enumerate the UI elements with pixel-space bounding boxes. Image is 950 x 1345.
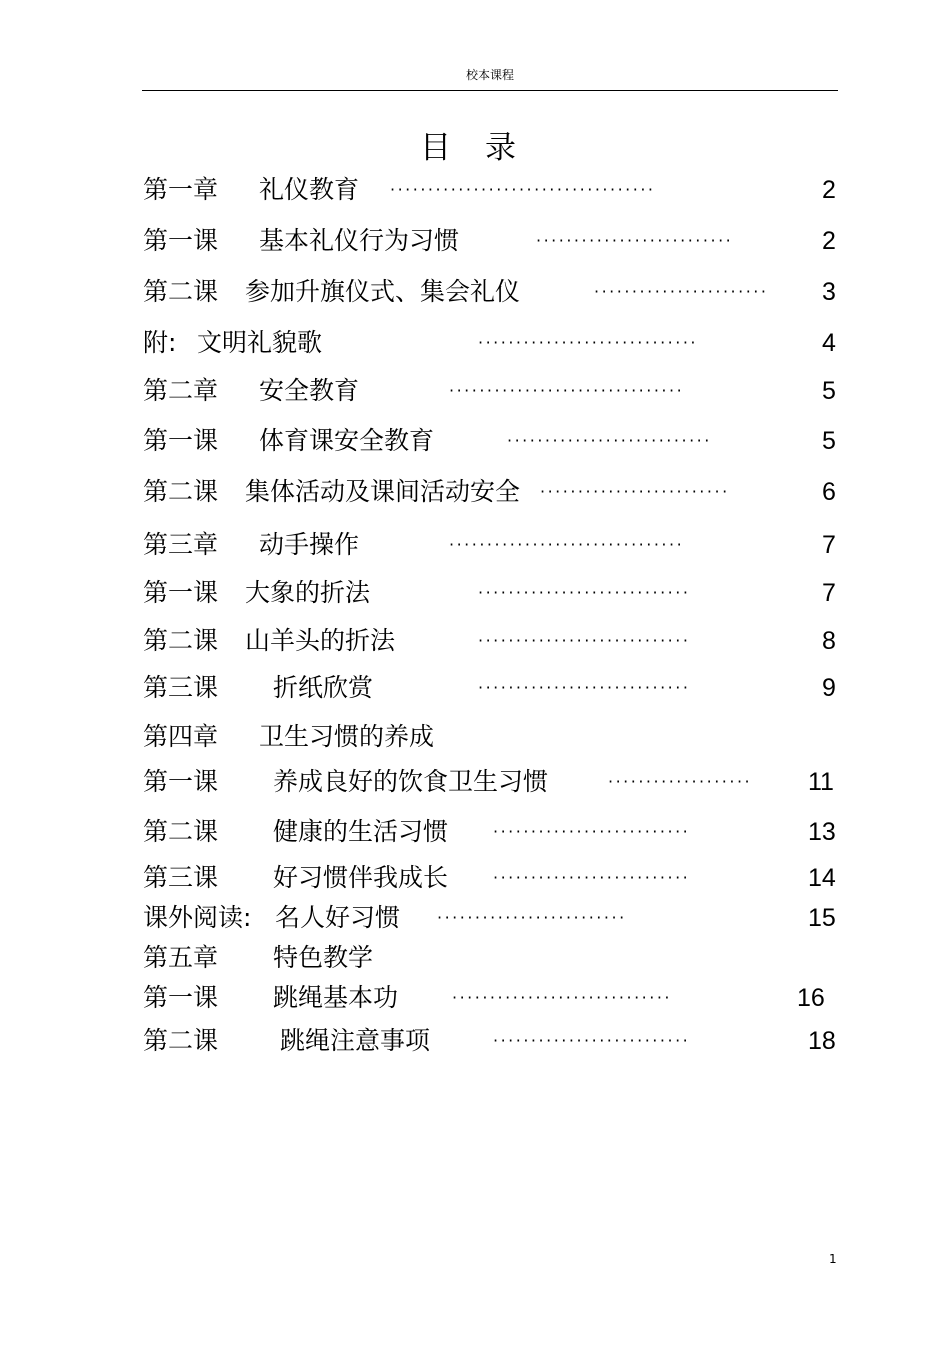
toc-entry-title: 大象的折法: [245, 578, 371, 607]
toc-entry-label: 第四章: [143, 722, 219, 751]
toc-entry-page: 5: [822, 377, 836, 405]
toc-entry[interactable]: [0, 814, 950, 850]
toc-entry[interactable]: [0, 223, 950, 259]
toc-entry-title: 参加升旗仪式、集会礼仪: [245, 277, 521, 306]
toc-entry[interactable]: [0, 980, 950, 1016]
toc-entry-page: 2: [822, 176, 836, 204]
toc-entry-label: 第一课: [143, 983, 219, 1012]
toc-entry-label: 第一课: [143, 578, 219, 607]
toc-entry-label: 第一章: [143, 175, 219, 204]
toc-entry[interactable]: [0, 719, 950, 755]
toc-entry-page: 18: [808, 1027, 836, 1055]
toc-leader-dots: ·······························: [449, 535, 685, 554]
toc-entry-label: 第三课: [143, 863, 219, 892]
toc-leader-dots: ···································: [390, 180, 656, 199]
toc-entry[interactable]: [0, 373, 950, 409]
toc-entry-title: 卫生习惯的养成: [259, 722, 435, 751]
toc-leader-dots: ··························: [493, 1031, 691, 1050]
toc-entry-page: 7: [822, 579, 836, 607]
toc-leader-dots: ··························: [536, 231, 734, 250]
toc-entry-label: 第二课: [143, 817, 219, 846]
toc-entry-title: 文明礼貌歌: [197, 328, 323, 357]
toc-entry[interactable]: [0, 940, 950, 976]
toc-entry-label: 第一课: [143, 226, 219, 255]
toc-leader-dots: ·······························: [449, 381, 685, 400]
toc-entry[interactable]: [0, 900, 950, 936]
toc-leader-dots: ·························: [437, 908, 627, 927]
toc-leader-dots: ·····························: [452, 988, 672, 1007]
toc-entry-title: 健康的生活习惯: [273, 817, 449, 846]
toc-entry[interactable]: [0, 575, 950, 611]
toc-entry[interactable]: [0, 623, 950, 659]
toc-entry[interactable]: [0, 172, 950, 208]
toc-entry-title: 基本礼仪行为习惯: [259, 226, 460, 255]
toc-leader-dots: ·······················: [594, 282, 769, 301]
toc-leader-dots: ···················: [608, 772, 753, 791]
toc-entry-page: 3: [822, 278, 836, 306]
toc-entry-title: 好习惯伴我成长: [273, 863, 449, 892]
toc-leader-dots: ····························: [478, 678, 691, 697]
toc-leader-dots: ····························: [478, 631, 691, 650]
toc-leader-dots: ·····························: [478, 333, 698, 352]
toc-entry-label: 第二课: [143, 277, 219, 306]
toc-entry[interactable]: [0, 670, 950, 706]
toc-entry-title: 动手操作: [259, 530, 360, 559]
toc-entry-label: 第三课: [143, 673, 219, 702]
toc-entry-label: 第一课: [143, 426, 219, 455]
toc-entry[interactable]: [0, 860, 950, 896]
header-rule: [142, 90, 838, 91]
toc-leader-dots: ··························: [493, 822, 691, 841]
toc-entry-label: 第三章: [143, 530, 219, 559]
toc-entry-label: 第五章: [143, 943, 219, 972]
toc-leader-dots: ··························: [493, 868, 691, 887]
toc-entry-label: 第二课: [143, 1026, 219, 1055]
toc-entry[interactable]: [0, 527, 950, 563]
toc-entry-label: 第二课: [143, 477, 219, 506]
toc-entry-page: 5: [822, 427, 836, 455]
toc-leader-dots: ···························: [507, 431, 712, 450]
toc-entry-page: 7: [822, 531, 836, 559]
toc-entry-title: 山羊头的折法: [245, 626, 396, 655]
toc-entry-page: 8: [822, 627, 836, 655]
toc-entry[interactable]: [0, 1023, 950, 1059]
toc-entry-label: 第二章: [143, 376, 219, 405]
toc-entry-title: 跳绳基本功: [273, 983, 399, 1012]
page-number: 1: [829, 1252, 837, 1266]
toc-entry-page: 16: [797, 984, 825, 1012]
toc-entry-page: 9: [822, 674, 836, 702]
toc-entry-label: 课外阅读:: [143, 903, 252, 932]
toc-entry-title: 集体活动及课间活动安全: [245, 477, 521, 506]
toc-entry[interactable]: [0, 274, 950, 310]
toc-entry-label: 第二课: [143, 626, 219, 655]
toc-entry-label: 附:: [143, 328, 177, 357]
toc-entry-title: 名人好习惯: [275, 903, 401, 932]
toc-entry-title: 特色教学: [273, 943, 374, 972]
toc-entry-page: 15: [808, 904, 836, 932]
toc-entry-title: 养成良好的饮食卫生习惯: [273, 767, 549, 796]
toc-entry[interactable]: [0, 764, 950, 800]
toc-title: 目录: [420, 130, 550, 166]
toc-entry-page: 13: [808, 818, 836, 846]
toc-entry-page: 6: [822, 478, 836, 506]
toc-entry-title: 跳绳注意事项: [280, 1026, 431, 1055]
toc-entry[interactable]: [0, 325, 950, 361]
running-header: 校本课程: [465, 68, 514, 82]
toc-entry-title: 折纸欣赏: [273, 673, 374, 702]
toc-leader-dots: ·························: [540, 482, 730, 501]
toc-entry-title: 体育课安全教育: [259, 426, 435, 455]
toc-entry[interactable]: [0, 474, 950, 510]
toc-entry[interactable]: [0, 423, 950, 459]
toc-entry-title: 礼仪教育: [259, 175, 360, 204]
toc-entry-page: 11: [808, 768, 834, 796]
toc-entry-page: 14: [808, 864, 836, 892]
toc-entry-title: 安全教育: [259, 376, 360, 405]
toc-leader-dots: ····························: [478, 583, 691, 602]
toc-entry-label: 第一课: [143, 767, 219, 796]
toc-entry-page: 4: [822, 329, 836, 357]
toc-entry-page: 2: [822, 227, 836, 255]
